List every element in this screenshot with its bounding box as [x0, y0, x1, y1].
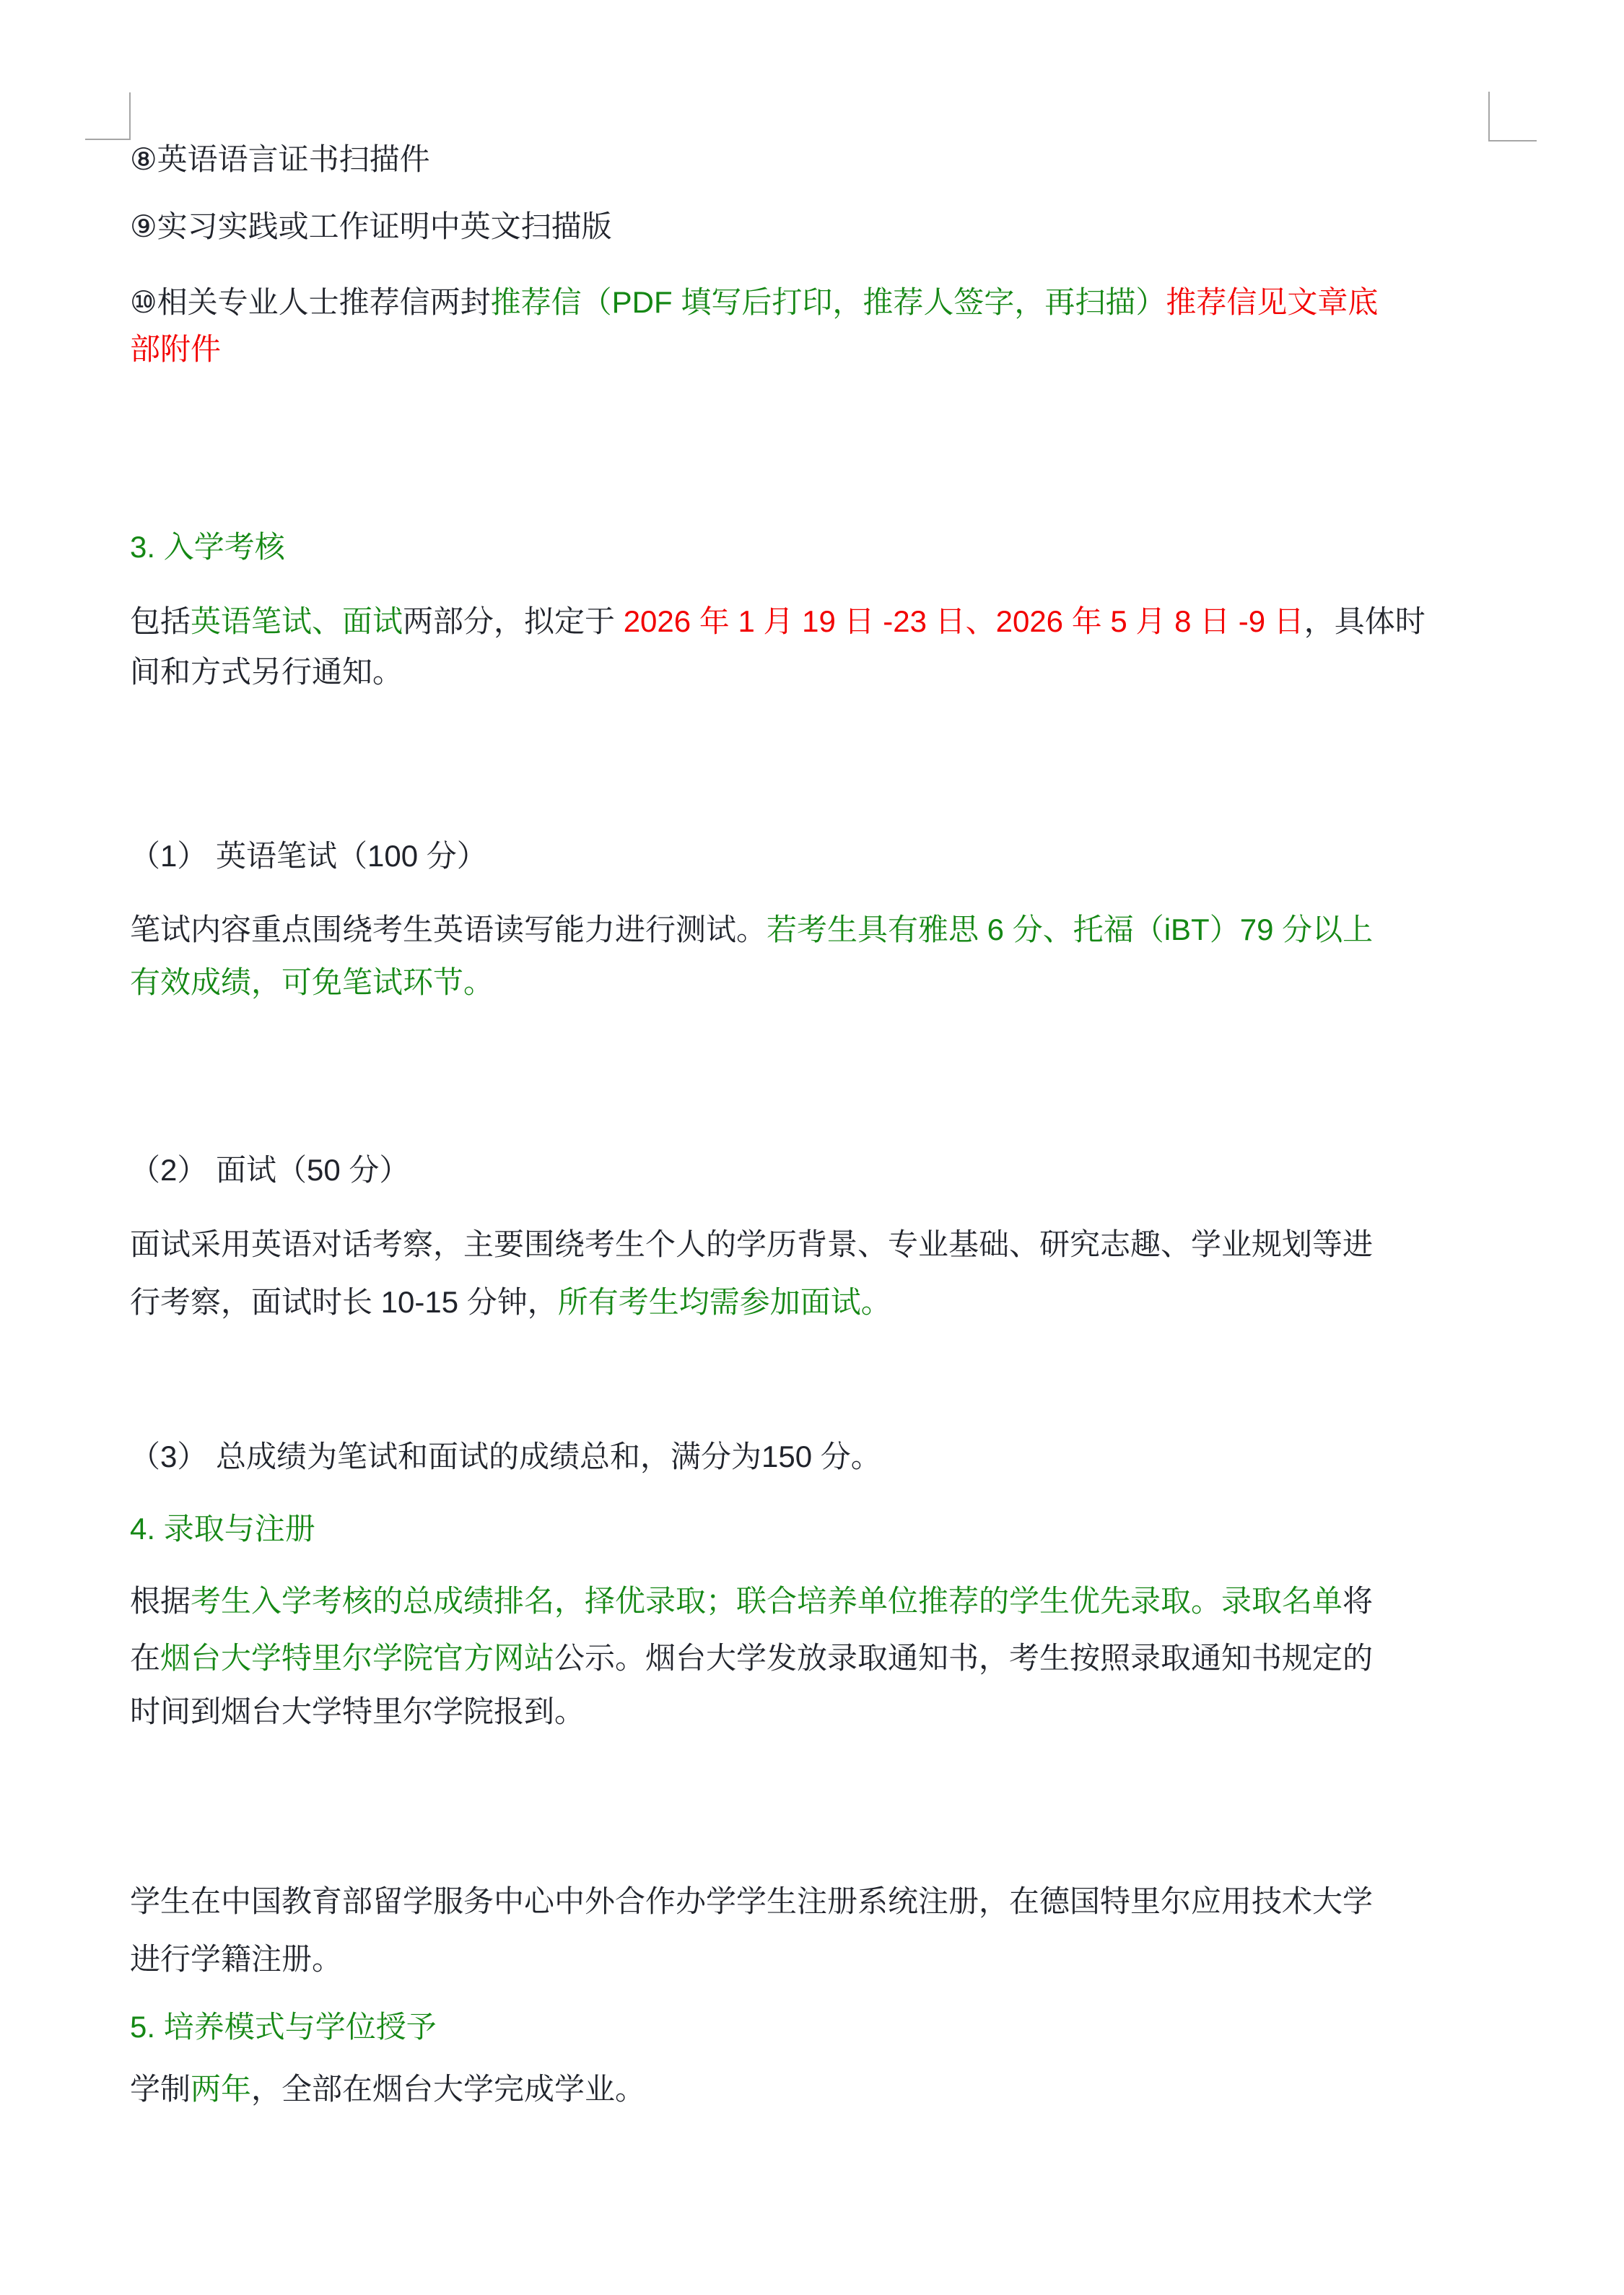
section-5-paragraph-line-1: 学制两年，全部在烟台大学完成学业。	[130, 2072, 646, 2106]
list-item-10-line-2: 部附件	[130, 332, 222, 366]
subsection-1-paragraph-line-2: 有效成绩，可免笔试环节。	[130, 965, 494, 999]
section-heading-3: 3. 入学考核	[130, 530, 285, 564]
section-3-paragraph-line-2: 间和方式另行通知。	[130, 655, 403, 689]
subsection-1-title: （1） 英语笔试（100 分）	[130, 839, 487, 873]
section-4-paragraph-line-3: 时间到烟台大学特里尔学院报到。	[130, 1694, 585, 1728]
subsection-2-paragraph-line-1: 面试采用英语对话考察，主要围绕考生个人的学历背景、专业基础、研究志趣、学业规划等进	[130, 1227, 1374, 1261]
list-item-9: ⑨实习实践或工作证明中英文扫描版	[130, 209, 612, 243]
section-4-paragraph-line-2: 在烟台大学特里尔学院官方网站公示。烟台大学发放录取通知书，考生按照录取通知书规定的	[130, 1641, 1374, 1675]
subsection-1-paragraph-line-1: 笔试内容重点围绕考生英语读写能力进行测试。若考生具有雅思 6 分、托福（iBT）79 分以上	[130, 913, 1374, 946]
text-boundary-corner-mark-right	[1488, 92, 1537, 141]
subsection-2-paragraph-line-2: 行考察，面试时长 10-15 分钟，所有考生均需参加面试。	[130, 1285, 891, 1319]
subsection-3-title: （3） 总成绩为笔试和面试的成绩总和，满分为150 分。	[130, 1440, 881, 1473]
list-item-10-line-1: ⑩相关专业人士推荐信两封推荐信（PDF 填写后打印，推荐人签字，再扫描）推荐信见文章底	[130, 285, 1379, 319]
list-item-8: ⑧英语语言证书扫描件	[130, 142, 430, 176]
section-4-paragraph-line-1: 根据考生入学考核的总成绩排名，择优录取；联合培养单位推荐的学生优先录取。录取名单将	[130, 1584, 1374, 1618]
text-boundary-corner-mark-left	[85, 92, 131, 140]
section-3-paragraph-line-1: 包括英语笔试、面试两部分，拟定于 2026 年 1 月 19 日 -23 日、2026 年 5 月 8 日 -9 日，具体时	[130, 604, 1426, 638]
registration-paragraph-line-2: 进行学籍注册。	[130, 1942, 343, 1976]
section-heading-5: 5. 培养模式与学位授予	[130, 2010, 437, 2044]
registration-paragraph-line-1: 学生在中国教育部留学服务中心中外合作办学学生注册系统注册，在德国特里尔应用技术大学	[130, 1884, 1374, 1918]
section-heading-4: 4. 录取与注册	[130, 1512, 315, 1546]
subsection-2-title: （2） 面试（50 分）	[130, 1153, 410, 1187]
